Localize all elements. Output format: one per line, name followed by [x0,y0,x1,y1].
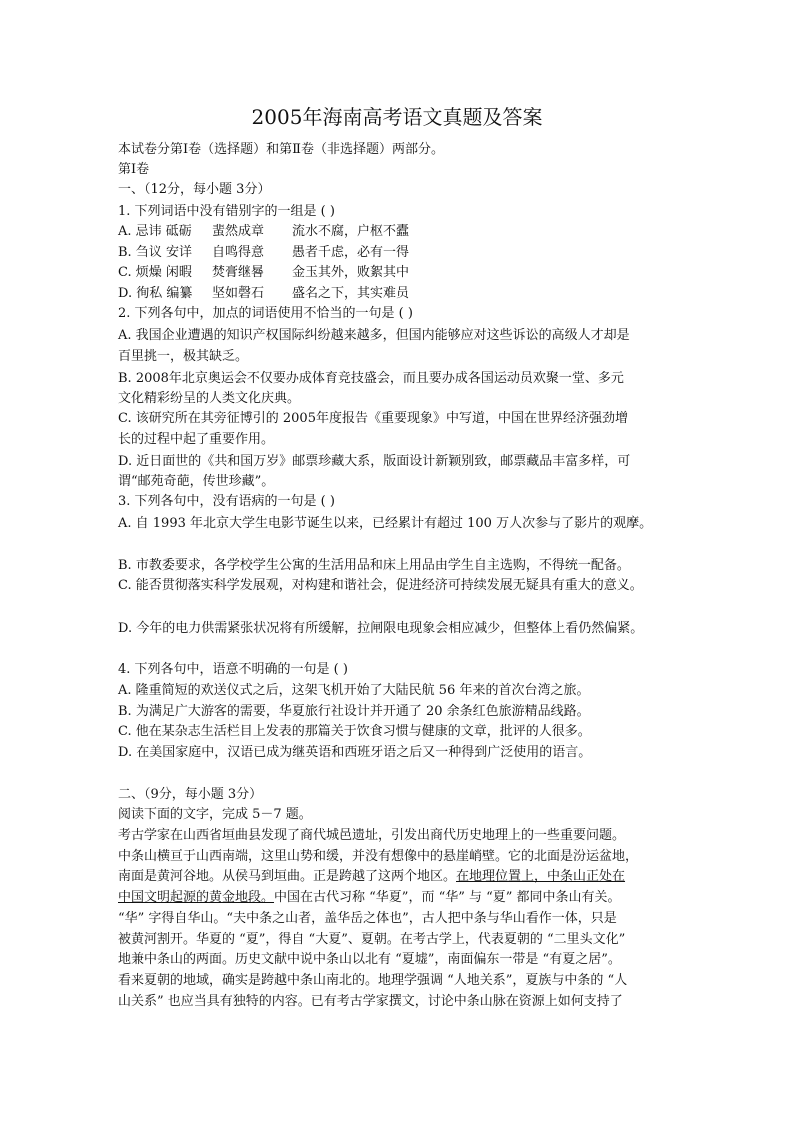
passage-line: 被黄河割开。华夏的 “夏”，得自 “大夏”、夏朝。在考古学上，代表夏朝的 “二里头文化” [118,932,626,947]
passage-text: 中国在古代习称 “华夏”，而 “华” 与 “夏” 都同中条山有关。 [274,890,621,905]
reading-instruction: 阅读下面的文字，完成 5－7 题。 [118,807,312,822]
volume-heading: 第Ⅰ卷 [118,162,150,177]
question-2-option-b-line-1: B. 2008年北京奥运会不仅要办成体育竞技盛会，而且要办成各国运动员欢聚一堂、多元 [118,371,624,386]
option-words-1: A. 忌讳 砥砺 [118,224,192,239]
question-2-option-c-line-1: C. 该研究所在其旁征博引的 2005年度报告《重要现象》中写道，中国在世界经济强劲增 [118,411,628,426]
passage-line: 地兼中条山的两面。历史文献中说中条山以北有 “夏墟”，南面偏东一带是 “有夏之居”。 [118,952,621,967]
option-words-3: 愚者千虑，必有一得 [292,245,410,260]
question-1-option-a [118,223,409,241]
question-4-option-a: A. 隆重简短的欢送仪式之后，这架飞机开始了大陆民航 56 年来的首次台湾之旅。 [118,683,590,698]
option-words-1: C. 烦燥 闲暇 [118,265,192,280]
passage-line [118,868,625,886]
question-2-option-b-line-2: 文化精彩纷呈的人类文化庆典。 [118,391,301,406]
option-words-1: B. 刍议 安详 [118,245,192,260]
question-2-option-a-line-2: 百里挑一，极其缺乏。 [118,349,249,364]
option-words-3: 盛名之下，其实难员 [292,286,410,301]
question-1-option-c [118,264,409,282]
question-2-option-d-line-1: D. 近日面世的《共和国万岁》邮票珍藏大系，版面设计新颖别致，邮票藏品丰富多样，可 [118,454,631,469]
passage-line [118,889,621,907]
option-words-1: D. 徇私 编纂 [118,286,193,301]
option-words-3: 流水不腐，户枢不蠹 [292,224,410,239]
question-4-option-c: C. 他在某杂志生活栏目上发表的那篇关于饮食习惯与健康的文章，批评的人很多。 [118,724,591,739]
question-3-option-d: D. 今年的电力供需紧张状况将有所缓解，拉闸限电现象会相应减少，但整体上看仍然偏紧。 [118,621,644,636]
question-4-option-d: D. 在美国家庭中，汉语已成为继英语和西班牙语之后又一种得到广泛使用的语言。 [118,745,592,760]
underlined-text: 中国文明起源的黄金地段。 [118,890,275,905]
question-1-option-d [118,285,409,303]
intro-text: 本试卷分第Ⅰ卷（选择题）和第Ⅱ卷（非选择题）两部分。 [118,142,444,157]
passage-line: 山关系” 也应当具有独特的内容。已有考古学家撰文，讨论中条山脉在资源上如何支持了 [118,994,623,1009]
question-2-stem: 2. 下列各句中，加点的词语使用不恰当的一句是 ( ) [118,306,413,321]
question-2-option-c-line-2: 长的过程中起了重要作用。 [118,432,275,447]
option-words-3: 金玉其外，败絮其中 [292,265,410,280]
passage-line: “华” 字得自华山。“夫中条之山者，盖华岳之体也”，古人把中条与华山看作一体，只是 [118,911,617,926]
passage-text: 南面是黄河谷地。从侯马到垣曲。正是跨越了这两个地区。 [118,869,457,884]
question-3-stem: 3. 下列各句中，没有语病的一句是 ( ) [118,494,335,509]
page-title: 2005年海南高考语文真题及答案 [251,105,543,129]
section-heading-2: 二、（9分，每小题 3分） [118,787,263,802]
question-2-option-a-line-1: A. 我国企业遭遇的知识产权国际纠纷越来越多，但国内能够应对这些诉讼的高级人才却是 [118,328,630,343]
option-words-2: 自鸣得意 [212,245,265,260]
underlined-text: 在地理位置上，中条山正处在 [456,869,626,884]
option-words-2: 焚膏继晷 [212,265,265,280]
question-1-stem: 1. 下列词语中没有错别字的一组是 ( ) [118,204,335,219]
passage-line: 中条山横亘于山西南端，这里山势和缓，并没有想像中的悬崖峭壁。它的北面是汾运盆地， [118,849,639,864]
passage-line: 看来夏朝的地域，确实是跨越中条山南北的。地理学强调 “人地关系”，夏族与中条的 “人 [118,973,628,988]
question-2-option-d-line-2: 谓“邮苑奇葩，传世珍藏”。 [118,474,275,489]
passage-line: 考古学家在山西省垣曲县发现了商代城邑遗址，引发出商代历史地理上的一些重要问题。 [118,828,626,843]
option-words-2: 坚如磬石 [212,286,265,301]
question-3-option-c: C. 能否贯彻落实科学发展观，对构建和谐社会，促进经济可持续发展无疑具有重大的意义。 [118,578,643,593]
question-4-option-b: B. 为满足广大游客的需要，华夏旅行社设计并开通了 20 余条红色旅游精品线路。 [118,704,590,719]
question-4-stem: 4. 下列各句中，语意不明确的一句是 ( ) [118,662,348,677]
question-3-option-b: B. 市教委要求，各学校学生公寓的生活用品和床上用品由学生自主选购，不得统一配备。 [118,558,630,573]
question-1-option-b [118,244,409,262]
option-words-2: 蜚然成章 [212,224,265,239]
question-3-option-a: A. 自 1993 年北京大学生电影节诞生以来，已经累计有超过 100 万人次参与了影片的观摩。 [118,516,653,531]
section-heading-1: 一、（12分，每小题 3分） [118,182,271,197]
